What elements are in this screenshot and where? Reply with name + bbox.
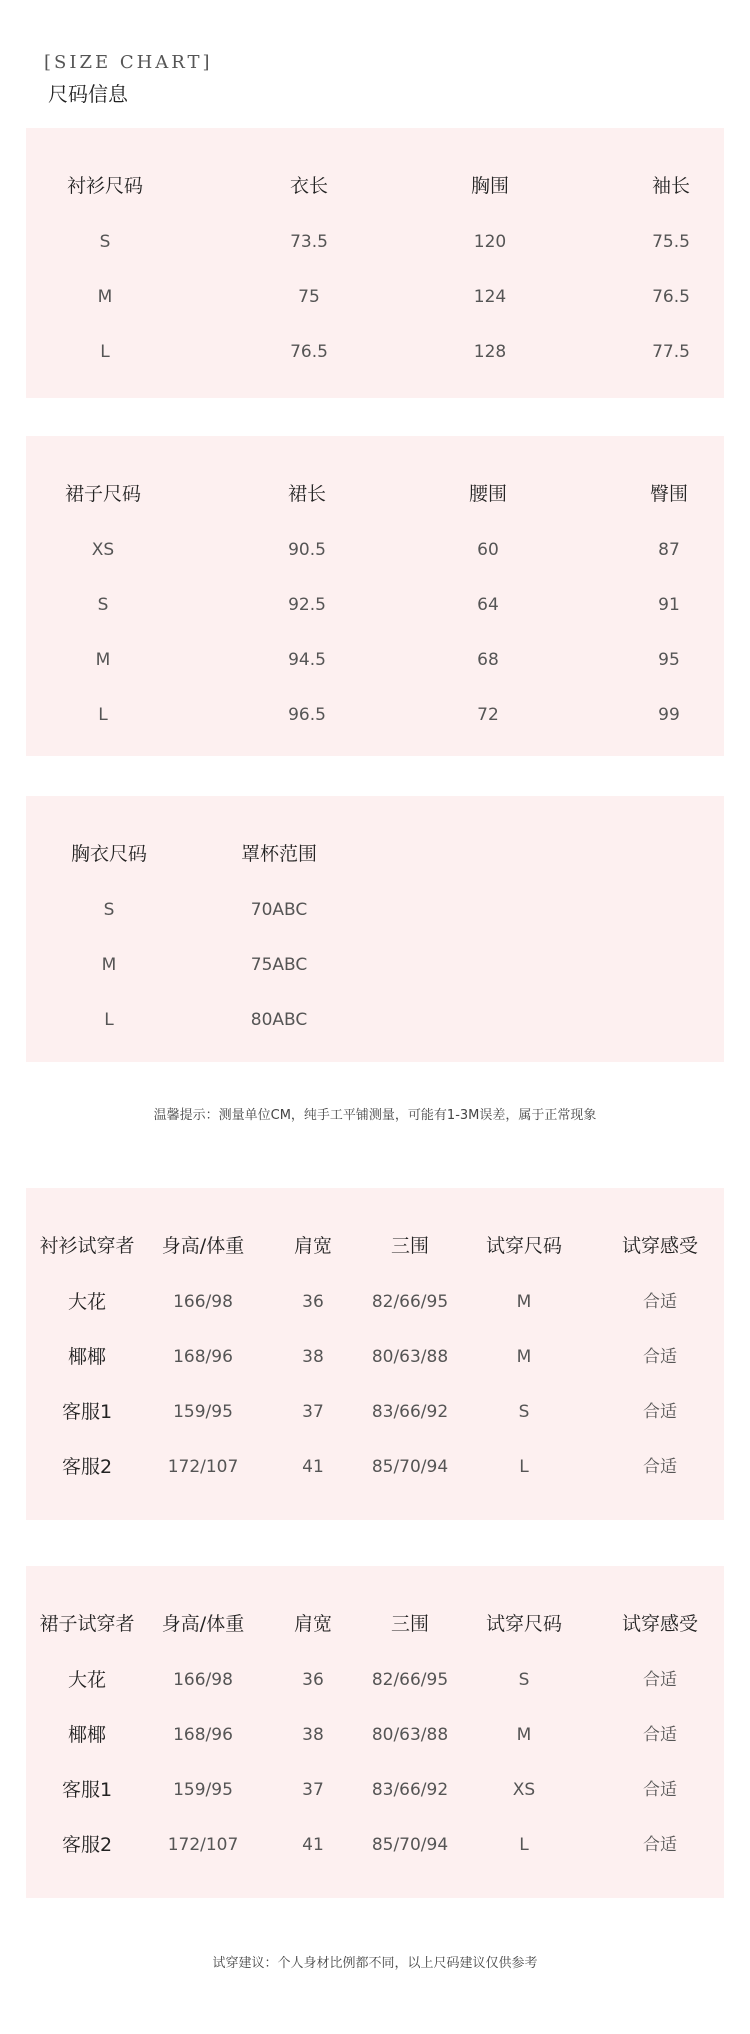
value-cell: 80/63/88 <box>371 1347 449 1367</box>
header-cell: 试穿感受 <box>621 1235 699 1257</box>
size-cell: XS <box>91 540 115 560</box>
model-name: 客服1 <box>61 1779 113 1801</box>
header-cell: 衬衫试穿者 <box>39 1235 135 1257</box>
value-cell: 99 <box>658 705 680 725</box>
value-cell: 36 <box>302 1292 324 1312</box>
table-row <box>26 1337 724 1377</box>
header-cell: 身高/体重 <box>161 1613 245 1635</box>
header-cell: 试穿尺码 <box>485 1235 563 1257</box>
header-cell: 胸衣尺码 <box>70 843 148 865</box>
value-cell: S <box>518 1402 530 1422</box>
value-cell: M <box>516 1292 532 1312</box>
value-cell: 64 <box>477 595 499 615</box>
value-cell: 60 <box>477 540 499 560</box>
value-cell: 82/66/95 <box>371 1670 449 1690</box>
value-cell: 85/70/94 <box>371 1835 449 1855</box>
table-row <box>26 222 724 262</box>
value-cell: 38 <box>302 1725 324 1745</box>
value-cell: 41 <box>302 1457 324 1477</box>
value-cell: M <box>516 1725 532 1745</box>
value-cell: 72 <box>477 705 499 725</box>
model-name: 客服2 <box>61 1834 113 1856</box>
value-cell: 合适 <box>643 1292 677 1312</box>
shirt-model-table <box>26 1188 724 1520</box>
model-name: 客服1 <box>61 1401 113 1423</box>
value-cell: 159/95 <box>173 1780 233 1800</box>
value-cell: S <box>518 1670 530 1690</box>
value-cell: 73.5 <box>290 232 328 252</box>
size-cell: M <box>95 650 111 670</box>
value-cell: 166/98 <box>173 1292 233 1312</box>
value-cell: 37 <box>302 1402 324 1422</box>
table-header <box>26 1226 724 1266</box>
size-chart-title-en: [SIZE CHART] <box>44 52 213 73</box>
skirt-size-table <box>26 436 724 756</box>
header-cell: 罩杯范围 <box>240 843 318 865</box>
table-header <box>26 166 724 206</box>
value-cell: 168/96 <box>173 1725 233 1745</box>
table-row <box>26 277 724 317</box>
table-row <box>26 530 724 570</box>
table-row <box>26 1000 724 1040</box>
value-cell: 76.5 <box>652 287 690 307</box>
value-cell: L <box>519 1835 529 1855</box>
table-header <box>26 1604 724 1644</box>
table-row <box>26 332 724 372</box>
header-cell: 肩宽 <box>293 1235 333 1257</box>
table-header <box>26 834 724 874</box>
value-cell: 80/63/88 <box>371 1725 449 1745</box>
value-cell: 合适 <box>643 1725 677 1745</box>
table-row <box>26 945 724 985</box>
header-cell: 裙子尺码 <box>64 483 142 505</box>
value-cell: 92.5 <box>288 595 326 615</box>
model-name: 大花 <box>67 1291 107 1313</box>
skirt-model-table <box>26 1566 724 1898</box>
value-cell: 172/107 <box>167 1835 239 1855</box>
table-row <box>26 1825 724 1865</box>
value-cell: 85/70/94 <box>371 1457 449 1477</box>
value-cell: 87 <box>658 540 680 560</box>
size-cell: S <box>99 232 111 252</box>
value-cell: 83/66/92 <box>371 1780 449 1800</box>
value-cell: 83/66/92 <box>371 1402 449 1422</box>
value-cell: L <box>519 1457 529 1477</box>
value-cell: 82/66/95 <box>371 1292 449 1312</box>
value-cell: 120 <box>473 232 507 252</box>
header-cell: 腰围 <box>468 483 508 505</box>
value-cell: 合适 <box>643 1402 677 1422</box>
table-header <box>26 474 724 514</box>
value-cell: 合适 <box>643 1780 677 1800</box>
value-cell: XS <box>512 1780 536 1800</box>
header-cell: 试穿感受 <box>621 1613 699 1635</box>
table-row <box>26 695 724 735</box>
model-name: 大花 <box>67 1669 107 1691</box>
header-cell: 衬衫尺码 <box>66 175 144 197</box>
header-cell: 裙子试穿者 <box>39 1613 135 1635</box>
value-cell: 94.5 <box>288 650 326 670</box>
header-cell: 肩宽 <box>293 1613 333 1635</box>
value-cell: 95 <box>658 650 680 670</box>
header-cell: 试穿尺码 <box>485 1613 563 1635</box>
header-cell: 三围 <box>390 1613 430 1635</box>
size-cell: L <box>98 705 108 725</box>
value-cell: 77.5 <box>652 342 690 362</box>
size-cell: M <box>101 955 117 975</box>
model-name: 客服2 <box>61 1456 113 1478</box>
value-cell: 96.5 <box>288 705 326 725</box>
size-cell: M <box>97 287 113 307</box>
value-cell: 38 <box>302 1347 324 1367</box>
value-cell: 合适 <box>643 1347 677 1367</box>
table-row <box>26 1660 724 1700</box>
header-cell: 袖长 <box>651 175 691 197</box>
size-cell: L <box>104 1010 114 1030</box>
model-name: 椰椰 <box>67 1346 107 1368</box>
table-row <box>26 1392 724 1432</box>
table-row <box>26 1282 724 1322</box>
value-cell: 168/96 <box>173 1347 233 1367</box>
table-row <box>26 890 724 930</box>
size-cell: L <box>100 342 110 362</box>
value-cell: 75 <box>298 287 320 307</box>
fit-advice: 试穿建议：个人身材比例都不同，以上尺码建议仅供参考 <box>212 1956 538 1971</box>
value-cell: 36 <box>302 1670 324 1690</box>
value-cell: M <box>516 1347 532 1367</box>
value-cell: 172/107 <box>167 1457 239 1477</box>
value-cell: 合适 <box>643 1835 677 1855</box>
value-cell: 合适 <box>643 1670 677 1690</box>
header-cell: 裙长 <box>287 483 327 505</box>
value-cell: 124 <box>473 287 507 307</box>
value-cell: 91 <box>658 595 680 615</box>
header-cell: 三围 <box>390 1235 430 1257</box>
shirt-size-table <box>26 128 724 398</box>
table-row <box>26 1770 724 1810</box>
model-name: 椰椰 <box>67 1724 107 1746</box>
table-row <box>26 1447 724 1487</box>
value-cell: 75.5 <box>652 232 690 252</box>
header-cell: 胸围 <box>470 175 510 197</box>
measurement-tip: 温馨提示：测量单位CM，纯手工平铺测量，可能有1-3M误差，属于正常现象 <box>153 1108 597 1123</box>
size-cell: S <box>103 900 115 920</box>
header-cell: 衣长 <box>289 175 329 197</box>
size-chart-title-cn: 尺码信息 <box>48 82 128 106</box>
table-row <box>26 585 724 625</box>
value-cell: 41 <box>302 1835 324 1855</box>
value-cell: 159/95 <box>173 1402 233 1422</box>
value-cell: 90.5 <box>288 540 326 560</box>
bra-size-table <box>26 796 724 1062</box>
header-cell: 臀围 <box>649 483 689 505</box>
size-cell: S <box>97 595 109 615</box>
header-cell: 身高/体重 <box>161 1235 245 1257</box>
value-cell: 80ABC <box>250 1010 308 1030</box>
value-cell: 166/98 <box>173 1670 233 1690</box>
value-cell: 76.5 <box>290 342 328 362</box>
value-cell: 128 <box>473 342 507 362</box>
table-row <box>26 640 724 680</box>
value-cell: 68 <box>477 650 499 670</box>
value-cell: 37 <box>302 1780 324 1800</box>
value-cell: 75ABC <box>250 955 308 975</box>
value-cell: 70ABC <box>250 900 308 920</box>
value-cell: 合适 <box>643 1457 677 1477</box>
table-row <box>26 1715 724 1755</box>
